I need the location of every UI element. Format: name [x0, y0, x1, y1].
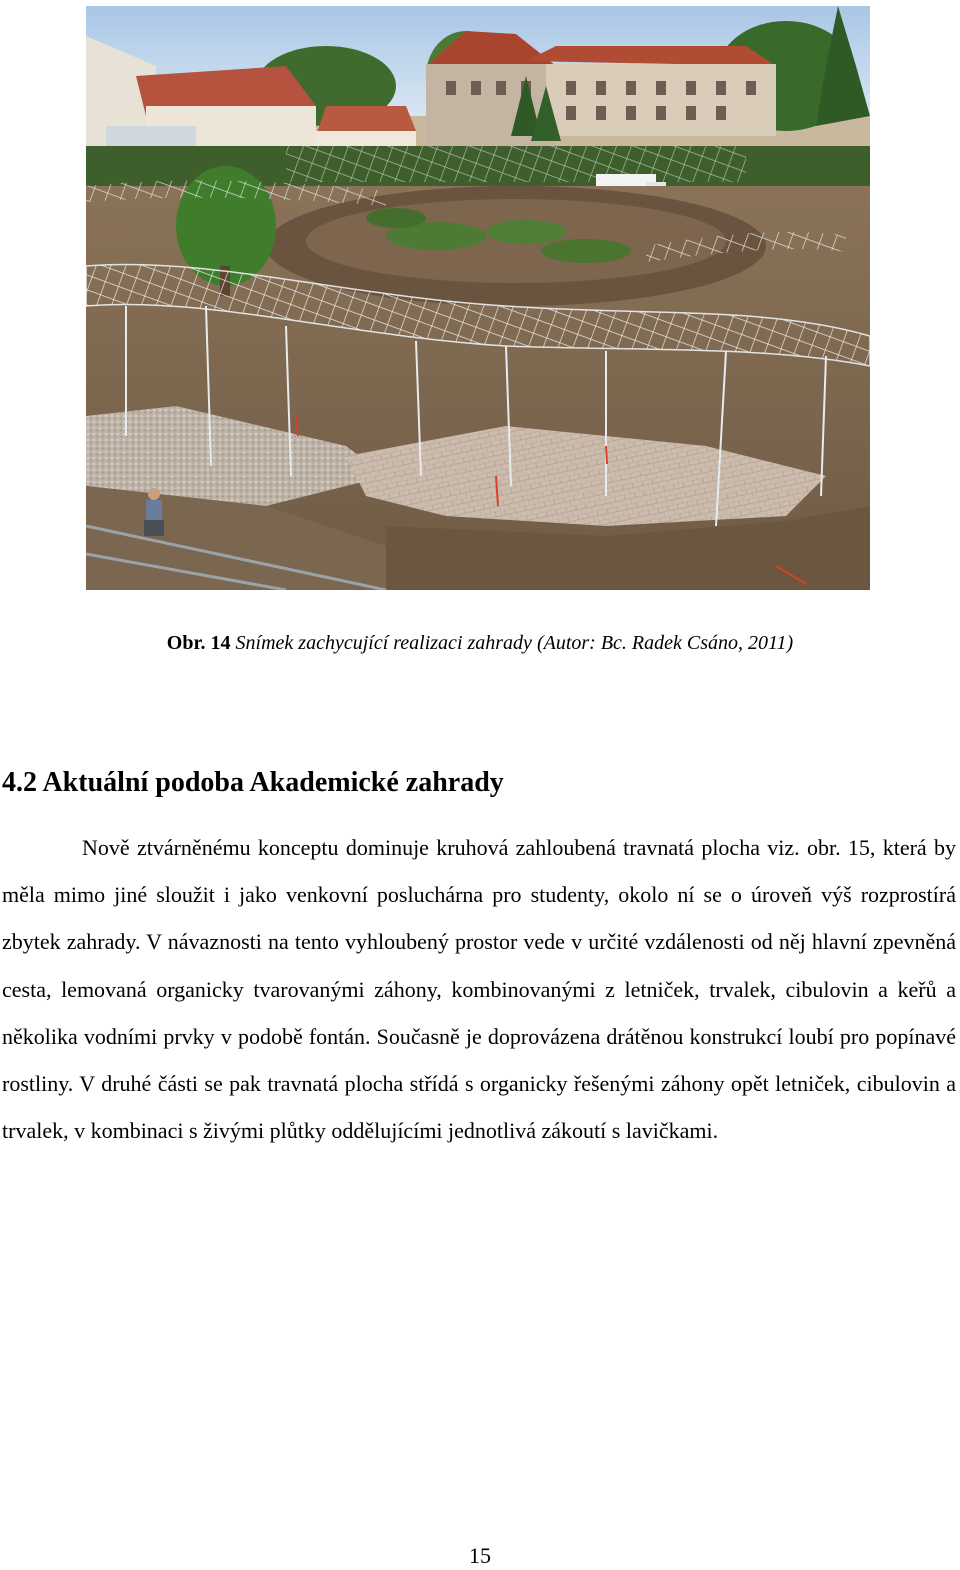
- garden-construction-photo: [86, 6, 870, 590]
- figure-caption-text: Snímek zachycující realizaci zahrady (Autor: Bc. Radek Csáno, 2011): [235, 632, 794, 654]
- section-heading: 4.2 Aktuální podoba Akademické zahrady: [2, 767, 504, 798]
- figure-caption-label: Obr. 14: [166, 632, 231, 654]
- figure-caption: [0, 630, 960, 656]
- section-paragraph: Nově ztvárněnému konceptu dominuje kruhová zahloubená travnatá plocha viz. obr. 15, která by měla mimo jiné sloužit i jako venkovní posluchárna pro studenty, okolo ní se o úroveň výš rozprostírá zbytek zahrady. V návaznosti na tento vyhloubený prostor vede v určité vzdálenosti od něj hlavní zpevněná cesta, lemovaná organicky tvarovanými záhony, kombinovanými z letniček, trvalek, cibulovin a keřů a několika vodními prvky v podobě fontán. Současně je doprovázena drátěnou konstrukcí loubí pro popínavé rostliny. V druhé části se pak travnatá plocha střídá s organicky řešenými záhony opět letniček, cibulovin a trvalek, v kombinaci s živými plůtky oddělujícími jednotlivá zákoutí s lavičkami.: [2, 835, 956, 1144]
- page-number: 15: [469, 1543, 491, 1568]
